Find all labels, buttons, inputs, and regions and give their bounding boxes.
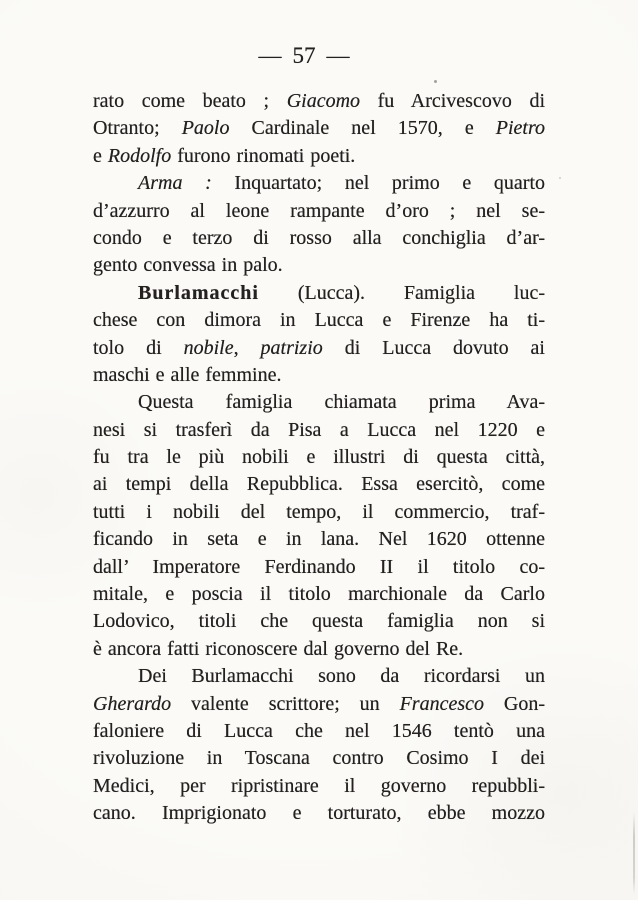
italic-name: patrizio xyxy=(260,336,323,359)
text-line xyxy=(93,170,545,197)
text-line xyxy=(93,691,545,718)
text-line xyxy=(93,663,545,690)
body-text: tutti i nobili del tempo, il commercio, traf- xyxy=(93,500,545,523)
body-text: mitale, e poscia il titolo marchionale da Carlo xyxy=(93,583,545,606)
body-text: ai tempi della Repubblica. Essa esercitò, come xyxy=(93,473,545,496)
text-line xyxy=(93,608,545,635)
body-text: ficando in seta e in lana. Nel 1620 ottenne xyxy=(93,528,545,551)
text-line xyxy=(93,800,545,827)
body-text: Gon- xyxy=(484,692,546,715)
text-line xyxy=(93,362,545,389)
text-line xyxy=(93,280,545,307)
italic-name: Gherardo xyxy=(93,692,172,715)
italic-name: Arma : xyxy=(138,172,212,195)
body-text: di Lucca dovuto ai xyxy=(322,336,545,359)
ink-speck xyxy=(434,80,437,83)
text-line xyxy=(93,554,545,581)
text-line xyxy=(93,471,545,498)
scan-edge-artifact xyxy=(633,812,635,894)
body-text: è ancora fatti riconoscere dal governo del Re. xyxy=(93,637,464,660)
text-line xyxy=(93,526,545,553)
body-text: maschi e alle femmine. xyxy=(93,363,282,386)
body-text: Inquartato; nel primo e quarto xyxy=(211,172,545,195)
italic-name: nobile xyxy=(183,336,234,359)
italic-name: Paolo xyxy=(181,117,230,140)
body-text: fu Arcivescovo di xyxy=(360,90,546,112)
text-line xyxy=(93,307,545,334)
surname-heading: Burlamacchi xyxy=(138,281,259,304)
text-line xyxy=(93,389,545,416)
text-line xyxy=(93,581,545,608)
page-number: 57 xyxy=(292,43,316,68)
text-line xyxy=(93,335,545,362)
body-text: (Lucca). Famiglia luc- xyxy=(259,281,545,304)
body-text: fu tra le più nobili e illustri di questa città, xyxy=(93,446,545,469)
text-line xyxy=(93,198,545,225)
body-text: tolo di xyxy=(93,336,184,359)
body-text: faloniere di Lucca che nel 1546 tentò una xyxy=(93,719,545,742)
text-line xyxy=(93,718,545,745)
header-dash-right: — xyxy=(326,43,350,68)
body-text: chese con dimora in Lucca e Firenze ha ti- xyxy=(93,309,545,332)
body-text: rivoluzione in Toscana contro Cosimo I dei xyxy=(93,747,545,770)
header-dash-left: — xyxy=(258,43,282,68)
body-text: condo e terzo di rosso alla conchiglia d’ar- xyxy=(93,226,545,249)
page-body xyxy=(93,88,545,828)
text-line xyxy=(93,444,545,471)
italic-name: Pietro xyxy=(495,117,545,140)
body-text: Questa famiglia chiamata prima Ava- xyxy=(138,391,545,414)
ink-speck xyxy=(559,177,561,179)
body-text: , xyxy=(233,336,261,359)
text-line xyxy=(93,88,545,115)
text-line xyxy=(93,417,545,444)
text-line xyxy=(93,143,545,170)
body-text: Medici, per ripristinare il governo repubbli- xyxy=(93,774,545,797)
text-line xyxy=(93,773,545,800)
italic-name: Rodolfo xyxy=(107,144,172,167)
italic-name: Francesco xyxy=(399,692,484,715)
text-line xyxy=(93,499,545,526)
text-line xyxy=(93,115,545,142)
body-text: Dei Burlamacchi sono da ricordarsi un xyxy=(138,665,545,688)
body-text: dall’ Imperatore Ferdinando II il titolo co- xyxy=(93,555,545,578)
italic-name: Giacomo xyxy=(286,90,361,112)
body-text: rato come beato ; xyxy=(93,90,287,112)
body-text: valente scrittore; un xyxy=(171,692,400,715)
text-line xyxy=(93,252,545,279)
text-line xyxy=(93,225,545,252)
body-text: Cardinale nel 1570, e xyxy=(229,117,496,140)
body-text: furono rinomati poeti. xyxy=(171,144,356,167)
body-text: Otranto; xyxy=(93,117,182,140)
body-text: nesi si trasferì da Pisa a Lucca nel 1220 e xyxy=(93,418,545,441)
page-header xyxy=(0,42,608,70)
body-text: gento convessa in palo. xyxy=(93,254,283,277)
body-text: cano. Imprigionato e torturato, ebbe mozzo xyxy=(93,802,545,825)
body-text: Lodovico, titoli che questa famiglia non si xyxy=(93,610,545,633)
body-text: d’azzurro al leone rampante d’oro ; nel se- xyxy=(93,199,545,222)
body-text: e xyxy=(93,144,108,167)
text-line xyxy=(93,636,545,663)
text-line xyxy=(93,745,545,772)
